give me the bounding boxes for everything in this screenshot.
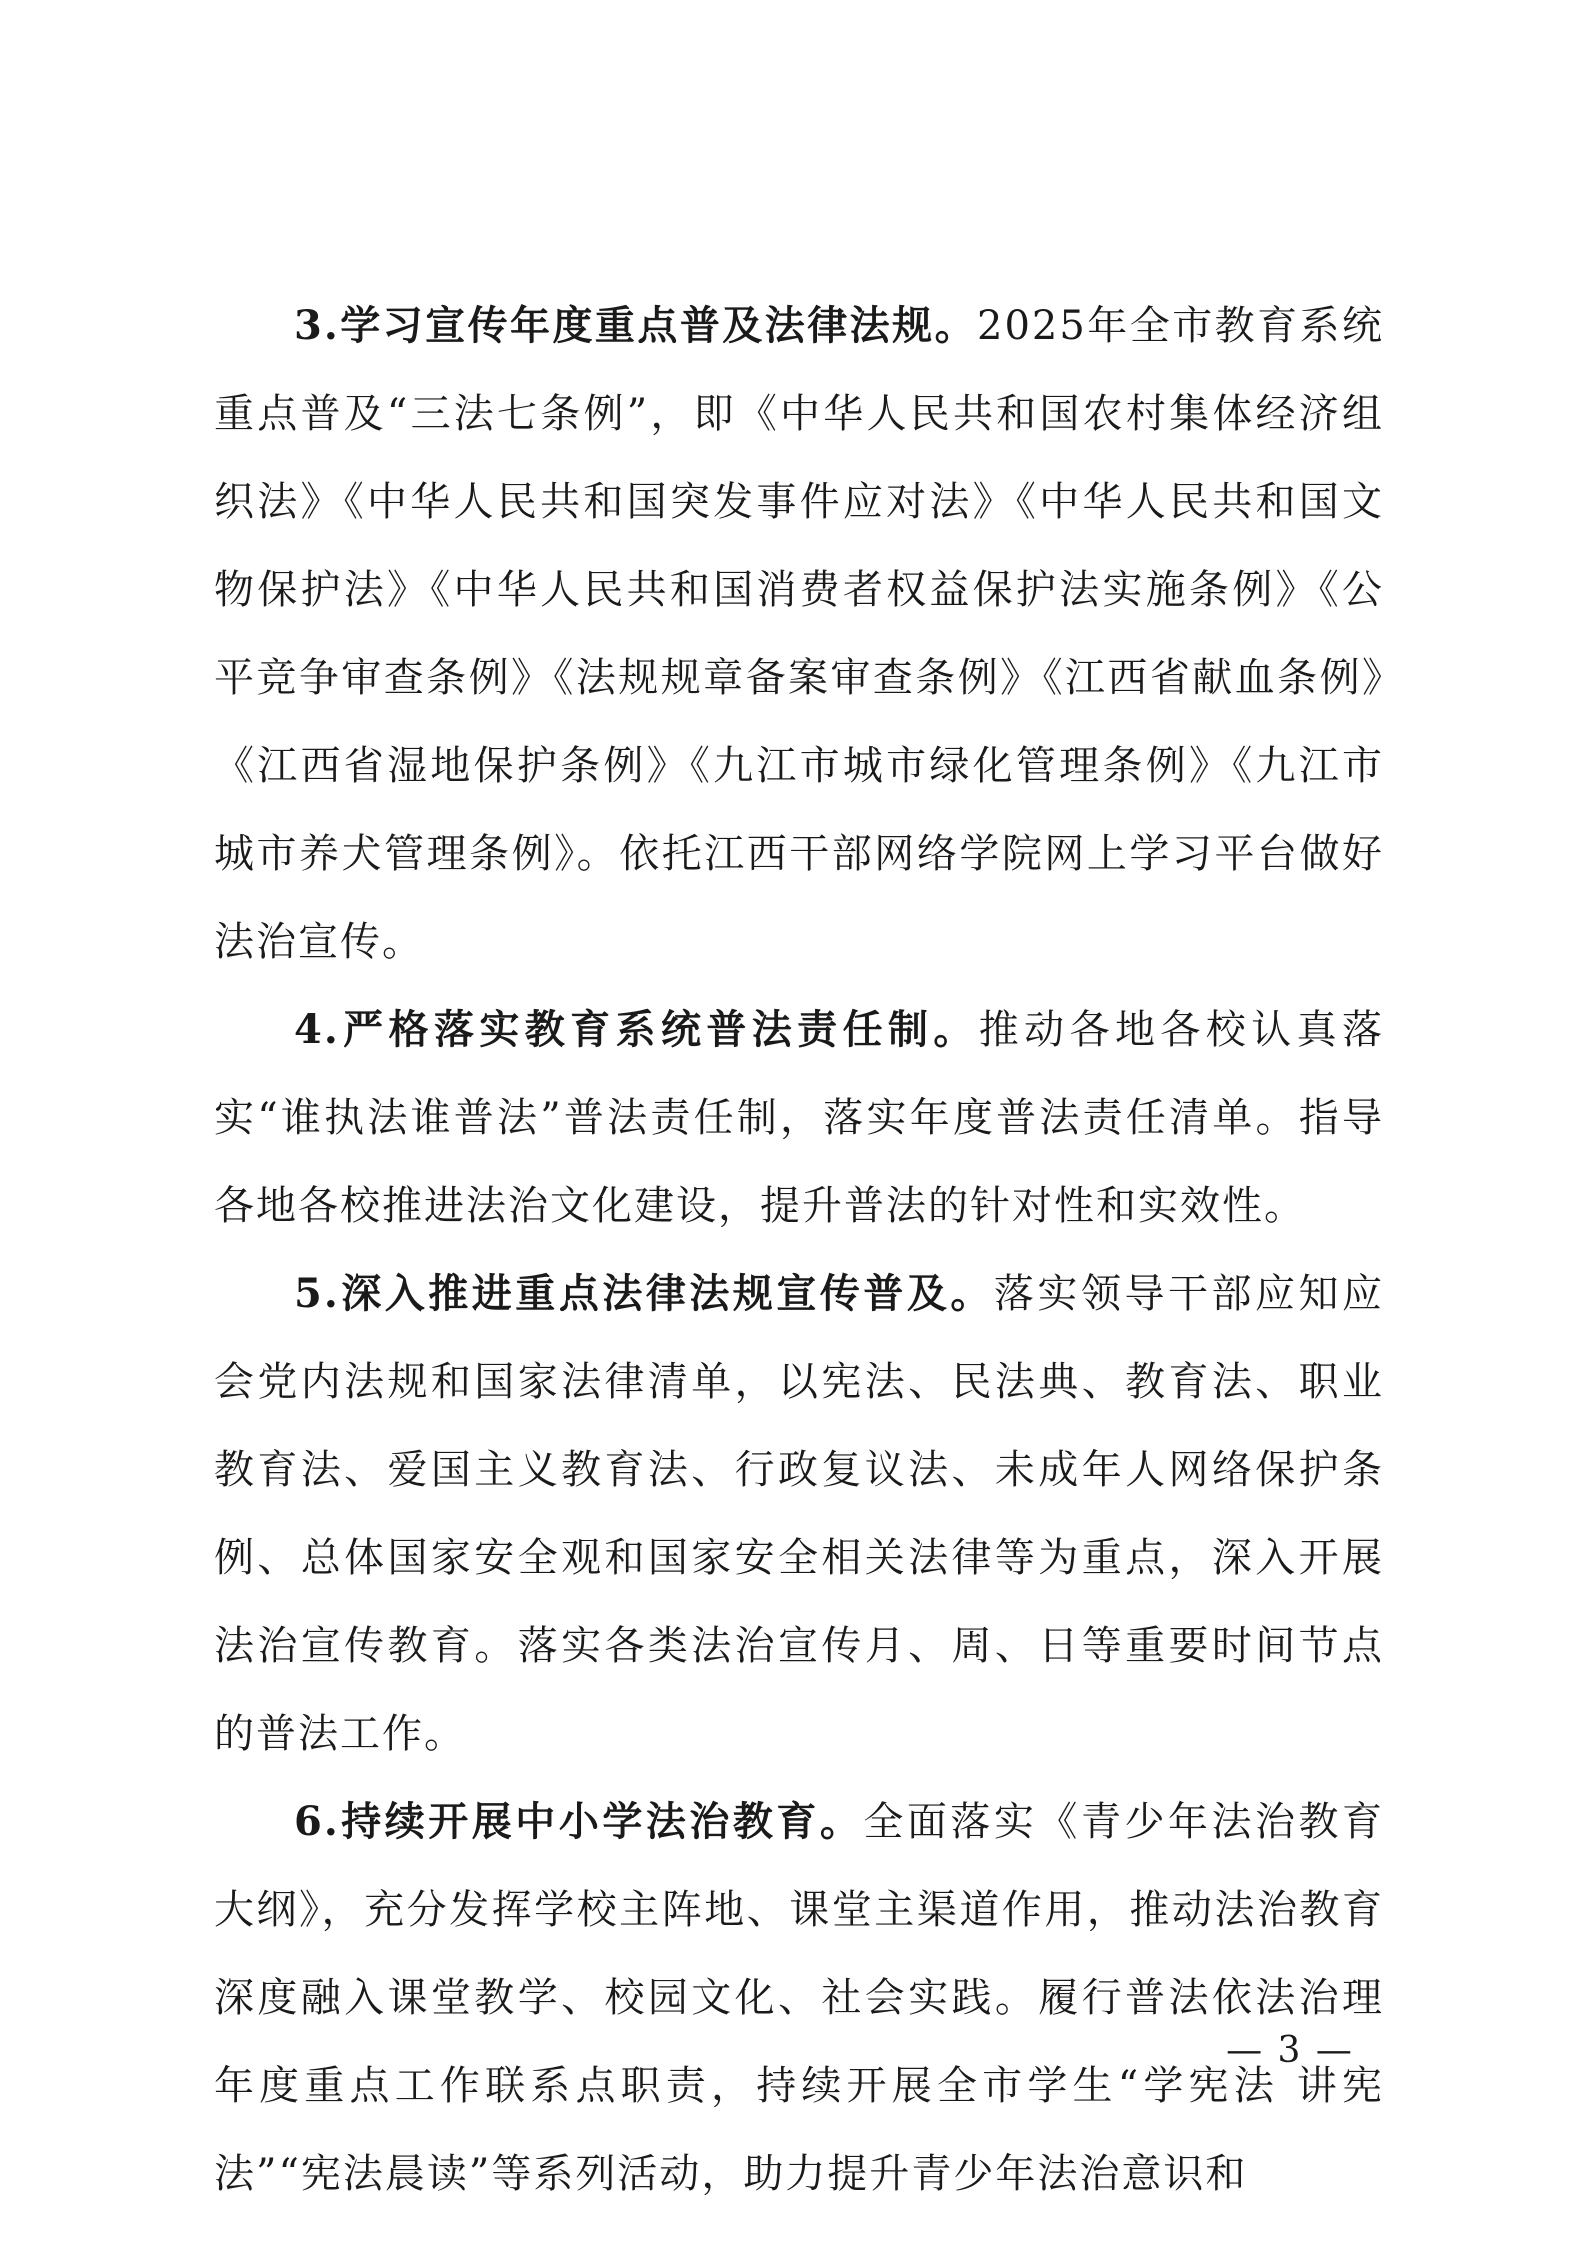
paragraph-text: 全面落实《青少年法治教育大纲》，充分发挥学校主阵地、课堂主渠道作用，推动法治教育深度融入课堂教学、校园文化、社会实践。履行普法依法治理年度重点工作联系点职责，持续开展全市学生“学宪法 讲宪法”“宪法晨读”等系列活动，助力提升青少年法治意识和 (214, 1799, 1384, 2197)
paragraph-6 (214, 1778, 1384, 2218)
paragraph-5 (214, 1250, 1384, 1778)
paragraph-text: 2025年全市教育系统重点普及“三法七条例”，即《中华人民共和国农村集体经济组织法》《中华人民共和国突发事件应对法》《中华人民共和国文物保护法》《中华人民共和国消费者权益保护法实施条例》《公平竞争审查条例》《法规规章备案审查条例》《江西省献血条例》《江西省湿地保护条例》《九江市城市绿化管理条例》《九江市城市养犬管理条例》。依托江西干部网络学院网上学习平台做好法治宣传。 (214, 303, 1385, 965)
paragraph-text: 推动各地各校认真落实“谁执法谁普法”普法责任制，落实年度普法责任清单。指导各地各校推进法治文化建设，提升普法的针对性和实效性。 (214, 1007, 1384, 1229)
page-number: — 3 — (1226, 2030, 1354, 2071)
paragraph-text: 落实领导干部应知应会党内法规和国家法律清单，以宪法、民法典、教育法、职业教育法、爱国主义教育法、行政复议法、未成年人网络保护条例、总体国家安全观和国家安全相关法律等为重点，深入开展法治宣传教育。落实各类法治宣传月、周、日等重要时间节点的普法工作。 (214, 1271, 1384, 1757)
paragraph-3 (214, 282, 1384, 986)
paragraph-heading: 5.深入推进重点法律法规宣传普及。 (294, 1270, 994, 1317)
paragraph-4 (214, 986, 1384, 1250)
paragraph-heading: 4.严格落实教育系统普法责任制。 (294, 1006, 979, 1053)
paragraph-heading: 3.学习宣传年度重点普及法律法规。 (294, 302, 978, 349)
document-body (214, 282, 1384, 2218)
paragraph-heading: 6.持续开展中小学法治教育。 (294, 1798, 864, 1845)
